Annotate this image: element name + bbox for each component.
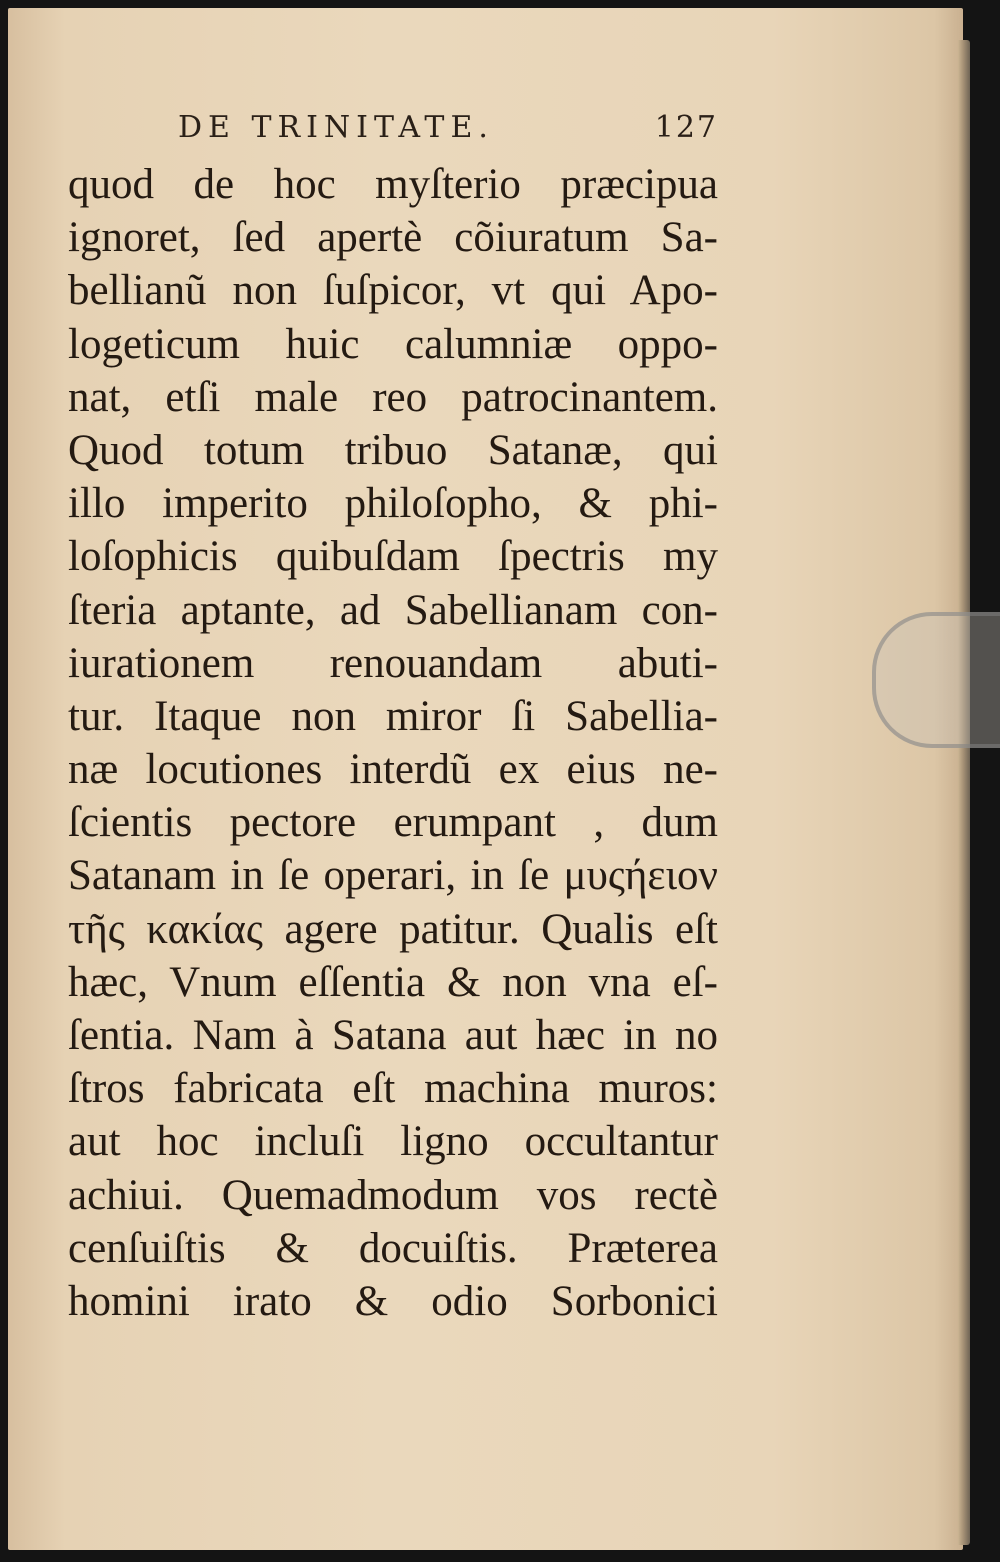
text-line: Satanam in ſe operari, in ſe μυςήειον: [68, 852, 718, 900]
text-line: hæc, Vnum eſſentia & non vna eſ-: [68, 958, 718, 1006]
text-line: ignoret, ſed apertè cõiuratum Sa-: [68, 214, 718, 262]
text-line: quod de hoc myſterio præcipua: [68, 161, 718, 208]
page-header: [178, 110, 718, 150]
text-line: achiui. Quemadmodum vos rectè: [68, 1171, 718, 1219]
text-line: iurationem renouandam abuti-: [68, 639, 718, 687]
text-line: ſentia. Nam à Satana aut hæc in no: [68, 1012, 718, 1059]
text-line: ſcientis pectore erumpant , dum: [68, 799, 718, 847]
text-line: τῆς κακίας agere patitur. Qualis eſt: [68, 905, 718, 953]
text-line: bellianũ non ſuſpicor, vt qui Apo-: [68, 267, 718, 315]
text-line: illo imperito philoſopho, & phi-: [68, 480, 718, 528]
text-line: cenſuiſtis & docuiſtis. Præterea: [68, 1224, 718, 1272]
text-line: ſtros fabricata eſt machina muros:: [68, 1065, 718, 1113]
text-line: tur. Itaque non miror ſi Sabellia-: [68, 692, 718, 740]
text-line: ſteria aptante, ad Sabellianam con-: [68, 586, 718, 634]
page-clip: [872, 612, 1000, 748]
text-line: homini irato & odio Sorbonici: [68, 1277, 718, 1325]
body-text: [68, 158, 718, 1328]
paper-page: [8, 8, 963, 1550]
text-line: loſophicis quibuſdam ſpectris my: [68, 533, 718, 581]
text-line: logeticum huic calumniæ oppo-: [68, 320, 718, 368]
page-number: 127: [654, 110, 718, 145]
text-line: nat, etſi male reo patrocinantem.: [68, 373, 718, 421]
text-line: næ locutiones interdũ ex eius ne-: [68, 746, 718, 794]
page-edge: [958, 40, 970, 1545]
text-line: aut hoc incluſi ligno occultantur: [68, 1118, 718, 1166]
text-line: Quod totum tribuo Satanæ, qui: [68, 426, 718, 474]
running-title: DE TRINITATE.: [178, 110, 494, 145]
